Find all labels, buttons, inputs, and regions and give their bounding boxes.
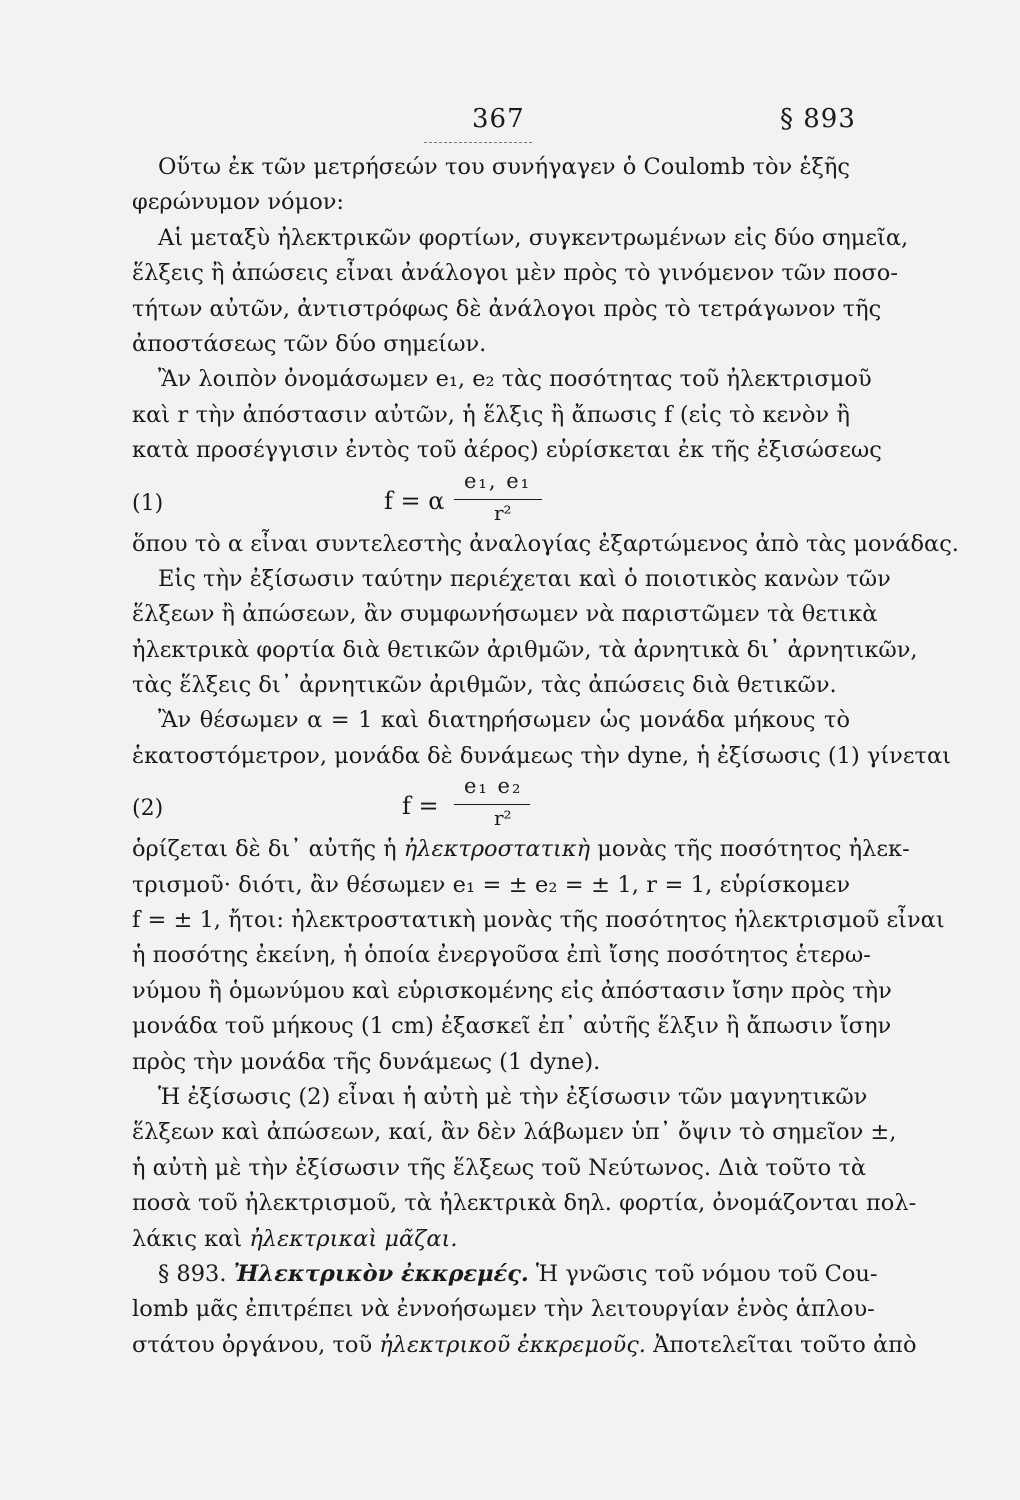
text-line: Αἱ μεταξὺ ἠλεκτρικῶν φορτίων, συγκεντρωμένων εἰς δύο σημεῖα, bbox=[158, 224, 909, 251]
running-section-ref: § 893 bbox=[780, 104, 856, 134]
section-title: Ἠλεκτρικὸν ἐκκρεμές. bbox=[233, 1260, 529, 1287]
text-line: Ἡ ἐξίσωσις (2) εἶναι ἡ αὐτὴ μὲ τὴν ἐξίσωσιν τῶν μαγνητικῶν bbox=[158, 1083, 868, 1110]
section-heading-line bbox=[132, 1257, 878, 1292]
line-part: λάκις καὶ bbox=[132, 1225, 250, 1252]
text-line: ἑκατοστόμετρον, μονάδα δὲ δυνάμεως τὴν dyne, ἡ ἐξίσωσις (1) γίνεται bbox=[132, 742, 951, 769]
equation-1-lhs: f = α bbox=[384, 486, 445, 515]
text-line bbox=[132, 1222, 850, 1257]
equation-1-label: (1) bbox=[132, 490, 164, 516]
line-part: μονὰς τῆς ποσότητος ἠλεκ- bbox=[590, 836, 910, 863]
line-part: Ἡ γνῶσις τοῦ νόμου τοῦ Cou- bbox=[528, 1260, 878, 1287]
section-number: § 893. bbox=[158, 1260, 227, 1287]
body-text bbox=[132, 150, 959, 1363]
page-number-rule bbox=[424, 142, 532, 143]
text-line: lomb μᾶς ἐπιτρέπει νὰ ἐννοήσωμεν τὴν λειτουργίαν ἑνὸς ἁπλου- bbox=[132, 1296, 875, 1323]
equation-2-label: (2) bbox=[132, 796, 164, 822]
emphasis-term: ἠλεκτροστατικὴ bbox=[403, 836, 591, 863]
equation-1 bbox=[132, 469, 850, 527]
text-line: Ἂν θέσωμεν α = 1 καὶ διατηρήσωμεν ὡς μονάδα μήκους τὸ bbox=[158, 707, 850, 734]
equation-1-denominator: r² bbox=[494, 500, 512, 525]
text-line: Οὕτω ἐκ τῶν μετρήσεών του συνήγαγεν ὁ Coulomb τὸν ἑξῆς bbox=[158, 154, 850, 180]
text-line: νύμου ἢ ὁμωνύμου καὶ εὑρισκομένης εἰς ἀπόστασιν ἴσην πρὸς τὴν bbox=[132, 977, 892, 1004]
text-line bbox=[132, 832, 910, 867]
text-line: ποσὰ τοῦ ἠλεκτρισμοῦ, τὰ ἠλεκτρικὰ δηλ. φορτία, ὀνομάζονται πολ- bbox=[132, 1190, 917, 1217]
emphasis-term: ἠλεκτρικοῦ ἐκκρεμοῦς. bbox=[379, 1331, 646, 1358]
equation-2-fraction-bar bbox=[454, 804, 530, 805]
text-line: κατὰ προσέγγισιν ἐντὸς τοῦ ἀέρος) εὑρίσκεται ἐκ τῆς ἐξισώσεως bbox=[132, 437, 882, 464]
text-line: ἕλξεις ἢ ἀπώσεις εἶναι ἀνάλογοι μὲν πρὸς τὸ γινόμενον τῶν ποσο- bbox=[132, 260, 898, 287]
equation-2 bbox=[132, 774, 850, 832]
line-part: ὁρίζεται δὲ δι᾽ αὐτῆς ἡ bbox=[132, 836, 404, 863]
text-line: τὰς ἕλξεις δι᾽ ἀρνητικῶν ἀριθμῶν, τὰς ἀπώσεις διὰ θετικῶν. bbox=[132, 672, 837, 699]
equation-1-fraction-bar bbox=[454, 499, 542, 500]
text-line: ἡ ποσότης ἐκείνη, ἡ ὁποία ἐνεργοῦσα ἐπὶ ἴσης ποσότητος ἑτερω- bbox=[132, 942, 871, 969]
text-line: φερώνυμον νόμον: bbox=[132, 189, 344, 216]
text-line bbox=[132, 1328, 917, 1363]
emphasis-term: ἠλεκτρικαὶ μᾶζαι. bbox=[249, 1225, 458, 1252]
line-part: στάτου ὀργάνου, τοῦ bbox=[132, 1331, 380, 1358]
text-line: ἕλξεων ἢ ἀπώσεων, ἂν συμφωνήσωμεν νὰ παριστῶμεν τὰ θετικὰ bbox=[132, 601, 878, 628]
equation-2-denominator: r² bbox=[494, 806, 512, 831]
text-line: ἠλεκτρικὰ φορτία διὰ θετικῶν ἀριθμῶν, τὰ ἀρνητικὰ δι᾽ ἀρνητικῶν, bbox=[132, 636, 918, 663]
equation-2-lhs: f = bbox=[402, 792, 439, 821]
text-line: καὶ r τὴν ἀπόστασιν αὐτῶν, ἡ ἕλξις ἢ ἄπωσις f (εἰς τὸ κενὸν ἢ bbox=[132, 401, 850, 428]
text-line: Ἂν λοιπὸν ὀνομάσωμεν e₁, e₂ τὰς ποσότητας τοῦ ἠλεκτρισμοῦ bbox=[158, 366, 872, 393]
text-line: μονάδα τοῦ μήκους (1 cm) ἐξασκεῖ ἐπ᾽ αὐτῆς ἕλξιν ἢ ἄπωσιν ἴσην bbox=[132, 1013, 892, 1040]
page-number: 367 bbox=[472, 104, 525, 134]
text-line: τρισμοῦ· διότι, ἂν θέσωμεν e₁ = ± e₂ = ± 1, r = 1, εὑρίσκομεν bbox=[132, 871, 850, 898]
equation-1-numerator: e₁, e₁ bbox=[464, 468, 532, 493]
text-line: Εἰς τὴν ἐξίσωσιν ταύτην περιέχεται καὶ ὁ ποιοτικὸς κανὼν τῶν bbox=[158, 565, 891, 592]
text-line: τήτων αὐτῶν, ἀντιστρόφως δὲ ἀνάλογοι πρὸς τὸ τετράγωνον τῆς bbox=[132, 295, 882, 322]
text-line: ἡ αὐτὴ μὲ τὴν ἐξίσωσιν τῆς ἕλξεως τοῦ Νεύτωνος. Διὰ τοῦτο τὰ bbox=[132, 1154, 867, 1181]
equation-2-numerator: e₁ e₂ bbox=[464, 774, 523, 799]
text-line: ὅπου τὸ α εἶναι συντελεστὴς ἀναλογίας ἐξαρτώμενος ἀπὸ τὰς μονάδας. bbox=[132, 530, 959, 557]
text-line: πρὸς τὴν μονάδα τῆς δυνάμεως (1 dyne). bbox=[132, 1048, 601, 1075]
page-header bbox=[0, 104, 1020, 144]
text-line: f = ± 1, ἤτοι: ἠλεκτροστατικὴ μονὰς τῆς ποσότητος ἠλεκτρισμοῦ εἶναι bbox=[132, 907, 945, 934]
text-line: ἀποστάσεως τῶν δύο σημείων. bbox=[132, 330, 487, 357]
text-line: ἕλξεων καὶ ἀπώσεων, καί, ἂν δὲν λάβωμεν ὑπ᾽ ὄψιν τὸ σημεῖον ±, bbox=[132, 1119, 897, 1146]
line-part: Ἀποτελεῖται τοῦτο ἀπὸ bbox=[645, 1331, 917, 1358]
